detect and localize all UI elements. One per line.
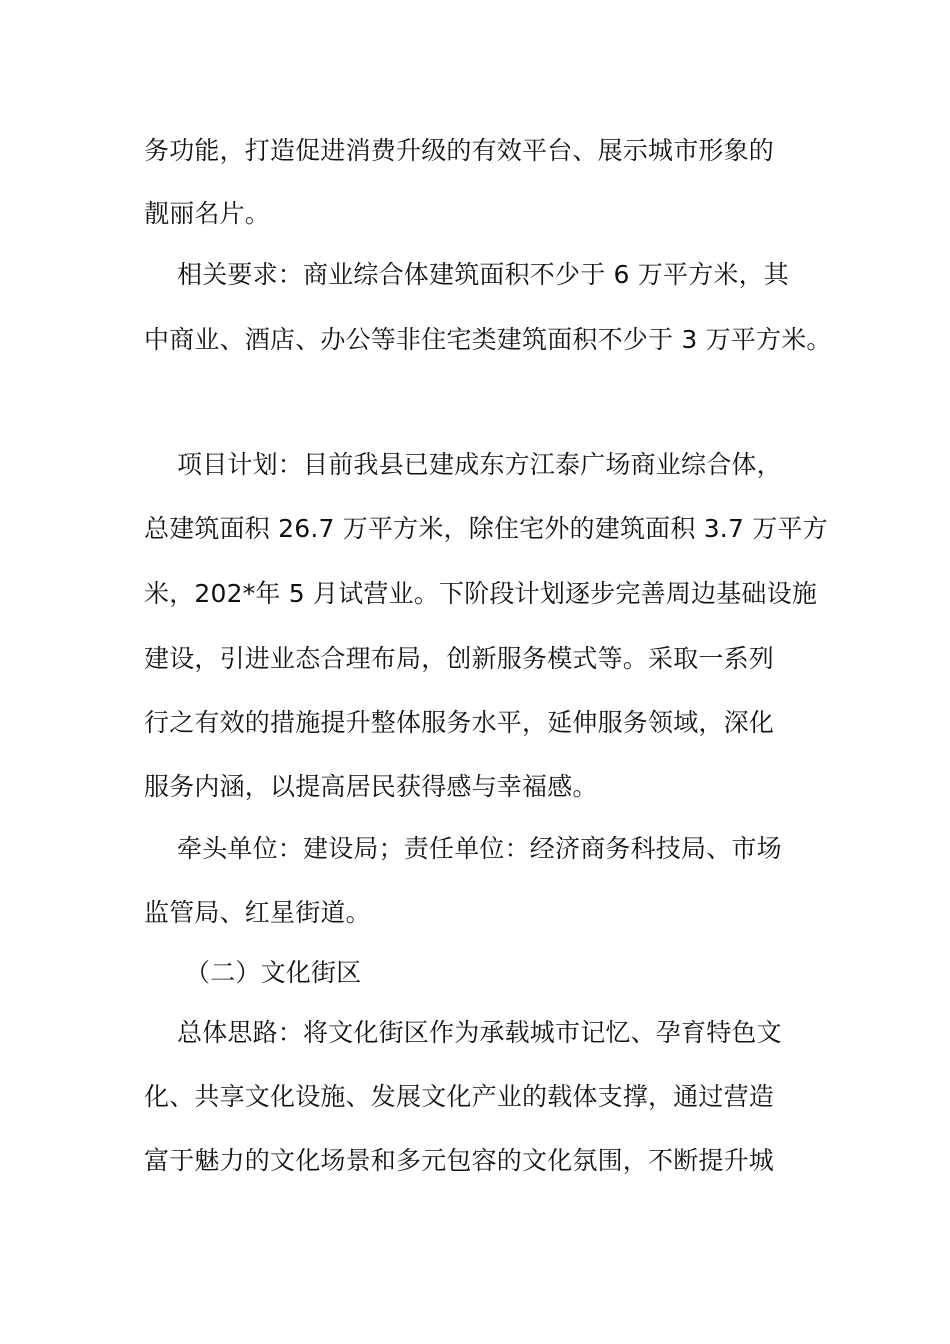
- paragraph-line: 建设，引进业态合理布局，创新服务模式等。采取一系列: [144, 644, 775, 673]
- paragraph-line: 米，202*年 5 月试营业。下阶段计划逐步完善周边基础设施: [144, 579, 818, 608]
- overall-approach-paragraph-line: 总体思路：将文化街区作为承载城市记忆、孕育特色文: [177, 1018, 782, 1047]
- paragraph-line: 行之有效的措施提升整体服务水平，延伸服务领域，深化: [144, 708, 775, 737]
- paragraph-line: 监管局、红星街道。: [144, 898, 371, 927]
- paragraph-line: 化、共享文化设施、发展文化产业的载体支撑，通过营造: [144, 1082, 775, 1111]
- paragraph-line: 靓丽名片。: [144, 199, 271, 228]
- lead-unit-paragraph-line: 牵头单位：建设局；责任单位：经济商务科技局、市场: [177, 834, 782, 863]
- section-heading: （二）文化街区: [185, 958, 362, 987]
- requirements-paragraph-line: 相关要求：商业综合体建筑面积不少于 6 万平方米，其: [177, 260, 790, 289]
- paragraph-line: 总建筑面积 26.7 万平方米，除住宅外的建筑面积 3.7 万平方: [144, 514, 828, 543]
- paragraph-line: 务功能，打造促进消费升级的有效平台、展示城市形象的: [144, 136, 775, 165]
- paragraph-line: 服务内涵，以提高居民获得感与幸福感。: [144, 772, 598, 801]
- paragraph-line: 中商业、酒店、办公等非住宅类建筑面积不少于 3 万平方米。: [144, 325, 832, 354]
- project-plan-paragraph-line: 项目计划：目前我县已建成东方江泰广场商业综合体，: [177, 450, 782, 479]
- paragraph-line: 富于魅力的文化场景和多元包容的文化氛围，不断提升城: [144, 1146, 775, 1175]
